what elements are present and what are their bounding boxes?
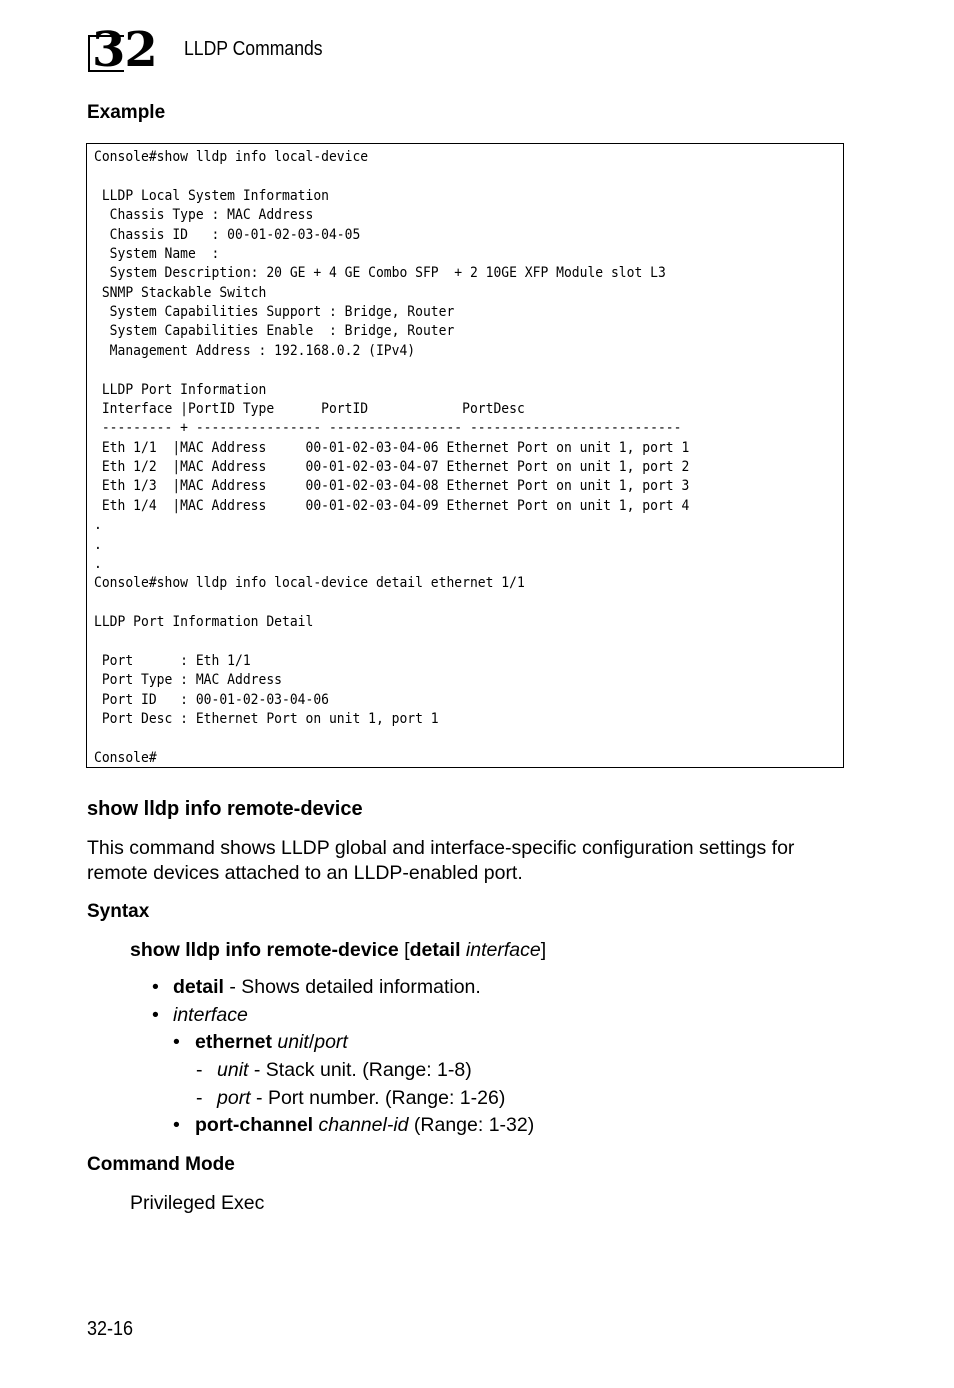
console-line: Eth 1/1 |MAC Address 00-01-02-03-04-06 Ethernet Port on unit 1, port 1 [94,439,690,456]
console-line: Console#show lldp info local-device detail ethernet 1/1 [94,575,525,592]
console-line: --------- + ---------------- ----------------- --------------------------- [94,420,682,437]
list-item-unit [196,1059,472,1082]
console-line: Eth 1/2 |MAC Address 00-01-02-03-04-07 Ethernet Port on unit 1, port 2 [94,459,690,475]
console-line: . [94,536,102,553]
console-line: Chassis ID : 00-01-02-03-04-05 [94,226,361,243]
param-unit-desc: - Stack unit. (Range: 1-8) [248,1059,472,1081]
command-mode-value: Privileged Exec [130,1192,265,1214]
bullet-marker: • [173,1031,180,1053]
syntax-open-bracket: [ [398,939,410,961]
console-line: Console# [94,749,157,766]
console-line: LLDP Local System Information [94,187,329,204]
chapter-title: LLDP Commands [184,38,323,60]
list-item-interface [152,1004,248,1027]
syntax-line [130,939,546,962]
syntax-command: show lldp info remote-device [130,939,399,961]
list-item-detail [152,976,481,999]
syntax-param-interface: interface [465,939,541,961]
console-line: Port Type : MAC Address [94,672,282,689]
console-line: Port : Eth 1/1 [94,652,251,669]
chapter-number: 32 [92,22,157,78]
param-ethernet-unit: unit [277,1031,309,1053]
param-port-channel: port-channel [195,1114,314,1136]
syntax-heading: Syntax [87,901,150,922]
console-line: Port Desc : Ethernet Port on unit 1, port 1 [94,710,439,727]
console-line: System Capabilities Support : Bridge, Router [94,304,455,320]
chapter-number-badge [87,22,167,78]
param-ethernet-port: port [314,1031,348,1053]
syntax-close-bracket: ] [540,939,547,961]
param-ethernet: ethernet [195,1031,272,1053]
param-channel-id: channel-id [318,1114,409,1136]
console-line: Interface |PortID Type PortID PortDesc [94,400,525,417]
console-line: LLDP Port Information Detail [94,614,314,630]
console-line: System Capabilities Enable : Bridge, Router [94,323,455,340]
console-line: Port ID : 00-01-02-03-04-06 [94,691,329,708]
console-line: Chassis Type : MAC Address [94,207,314,224]
console-line: System Description: 20 GE + 4 GE Combo SFP + 2 10GE XFP Module slot L3 [94,265,666,282]
dash-marker: - [196,1087,203,1109]
list-item-port-channel [173,1114,534,1137]
param-port-desc: - Port number. (Range: 1-26) [250,1087,506,1109]
syntax-keyword-detail: detail [409,939,461,961]
param-unit: unit [217,1059,249,1081]
dash-marker: - [196,1059,203,1081]
param-detail-desc: - Shows detailed information. [223,976,481,998]
param-detail: detail [173,976,224,998]
console-line: . [94,555,102,572]
command-heading: show lldp info remote-device [87,798,363,820]
console-line: Management Address : 192.168.0.2 (IPv4) [94,342,416,359]
param-port-channel-range: (Range: 1-32) [408,1114,535,1136]
param-ethernet-slash: / [308,1031,315,1053]
list-item-ethernet [173,1031,348,1054]
console-line: Eth 1/4 |MAC Address 00-01-02-03-04-09 Ethernet Port on unit 1, port 4 [94,497,690,514]
console-line: Eth 1/3 |MAC Address 00-01-02-03-04-08 Ethernet Port on unit 1, port 3 [94,478,690,495]
console-output [94,148,689,768]
console-line: Console#show lldp info local-device [94,149,369,165]
list-item-port [196,1087,505,1110]
console-line: LLDP Port Information [94,381,267,398]
bullet-marker: • [152,1004,159,1026]
command-description: This command shows LLDP global and interface-specific configuration settings for remote devices attached to an LLDP-enabled port. [87,837,795,884]
console-example-box [86,143,844,768]
example-heading: Example [87,102,166,123]
param-interface: interface [173,1004,248,1026]
console-line: System Name : [94,245,220,262]
param-port: port [217,1087,251,1109]
console-line: SNMP Stackable Switch [94,284,267,301]
bullet-marker: • [173,1114,180,1136]
command-mode-heading: Command Mode [87,1154,235,1175]
console-line: . [94,517,102,534]
bullet-marker: • [152,976,159,998]
page-number: 32-16 [87,1318,134,1340]
